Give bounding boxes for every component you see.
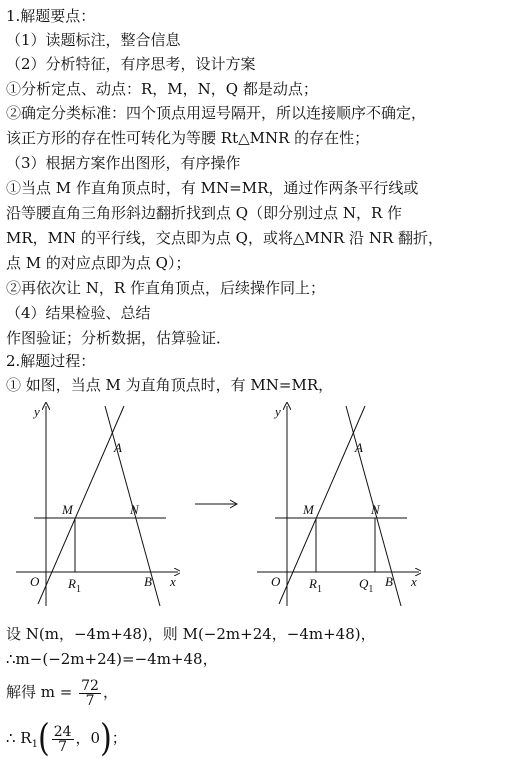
label-y: y [275, 404, 281, 419]
step-1-text: （1）读题标注，整合信息 [6, 31, 181, 49]
verify-text: 作图验证；分析数据，估算验证． [6, 329, 232, 347]
right-paren: ) [100, 716, 112, 761]
graph-after [251, 396, 421, 612]
label-m: M [303, 502, 314, 517]
point-analysis-text: ①分析定点、动点：R，M，N，Q 都是动点； [6, 80, 318, 98]
fraction-24-7 [52, 725, 74, 754]
graph-before [10, 396, 180, 612]
solution-case-1: ① 如图，当点 M 为直角顶点时，有 MN=MR， [6, 376, 334, 394]
label-o: O [271, 574, 281, 589]
label-r1: $R_1$ [68, 576, 81, 595]
r1-subscript: 1 [31, 739, 38, 750]
fraction-72-7 [79, 679, 101, 708]
classification-text: ②确定分类标准：四个顶点用逗号隔开，所以连接顺序不确定， [6, 104, 427, 122]
fraction-denominator: 7 [85, 692, 95, 709]
case-nr-text: ②再依次让 N，R 作直角顶点，后续操作同上； [6, 279, 325, 297]
label-x: x [411, 574, 417, 589]
label-m: M [62, 502, 73, 517]
case-m-text-4: 点 M 的对应点即为点 Q）； [6, 254, 191, 272]
left-paren: ( [37, 716, 50, 761]
label-r1: $R_1$ [309, 576, 322, 595]
fraction-numerator: 72 [81, 677, 99, 694]
solve-m-prefix: 解得 m = [6, 683, 73, 701]
solve-m-line [6, 674, 118, 710]
label-o: O [30, 574, 40, 589]
heading-key-points: 1.解题要点： [6, 7, 96, 25]
heading-solution: 2.解题过程： [6, 352, 96, 370]
graph-after-svg [251, 396, 421, 612]
r1-suffix: ； [111, 729, 127, 747]
label-n: N [371, 502, 380, 517]
arrow-icon [193, 494, 241, 514]
label-a: A [355, 440, 363, 455]
r1-y-value: ，0 [75, 729, 101, 747]
step-4-text: （4）结果检验、总结 [6, 304, 151, 322]
label-b: B [144, 574, 152, 589]
classification-text-cont: 该正方形的存在性可转化为等腰 Rt△MNR 的存在性； [6, 129, 370, 147]
r1-prefix: ∴ R [6, 729, 32, 747]
case-m-text-3: MR，MN 的平行线，交点即为点 Q，或将△MNR 沿 NR 翻折， [6, 229, 444, 247]
label-x: x [170, 574, 176, 589]
transition-arrow [193, 494, 241, 514]
label-b: B [385, 574, 393, 589]
step-2-text: （2）分析特征，有序思考，设计方案 [6, 55, 256, 73]
label-q1: $Q_1$ [359, 576, 374, 595]
line-oa [279, 406, 365, 604]
graph-before-svg [10, 396, 180, 612]
fraction-denominator: 7 [58, 738, 68, 755]
case-m-text-2: 沿等腰直角三角形斜边翻折找到点 Q（即分别过点 N，R 作 [6, 204, 403, 222]
step-3-text: （3）根据方案作出图形，有序操作 [6, 154, 241, 172]
label-a: A [114, 440, 122, 455]
equation-text: ∴m−(−2m+24)=−4m+48， [6, 650, 218, 668]
line-oa [38, 406, 124, 604]
case-m-text: ①当点 M 作直角顶点时，有 MN=MR，通过作两条平行线或 [6, 179, 419, 197]
fraction-numerator: 24 [53, 723, 72, 740]
label-y: y [34, 404, 40, 419]
label-n: N [130, 502, 139, 517]
r1-coordinate-line [6, 716, 127, 761]
solve-m-suffix: ， [102, 683, 118, 701]
set-coordinates-text: 设 N(m，−4m+48)，则 M(−2m+24，−4m+48)， [6, 625, 376, 643]
